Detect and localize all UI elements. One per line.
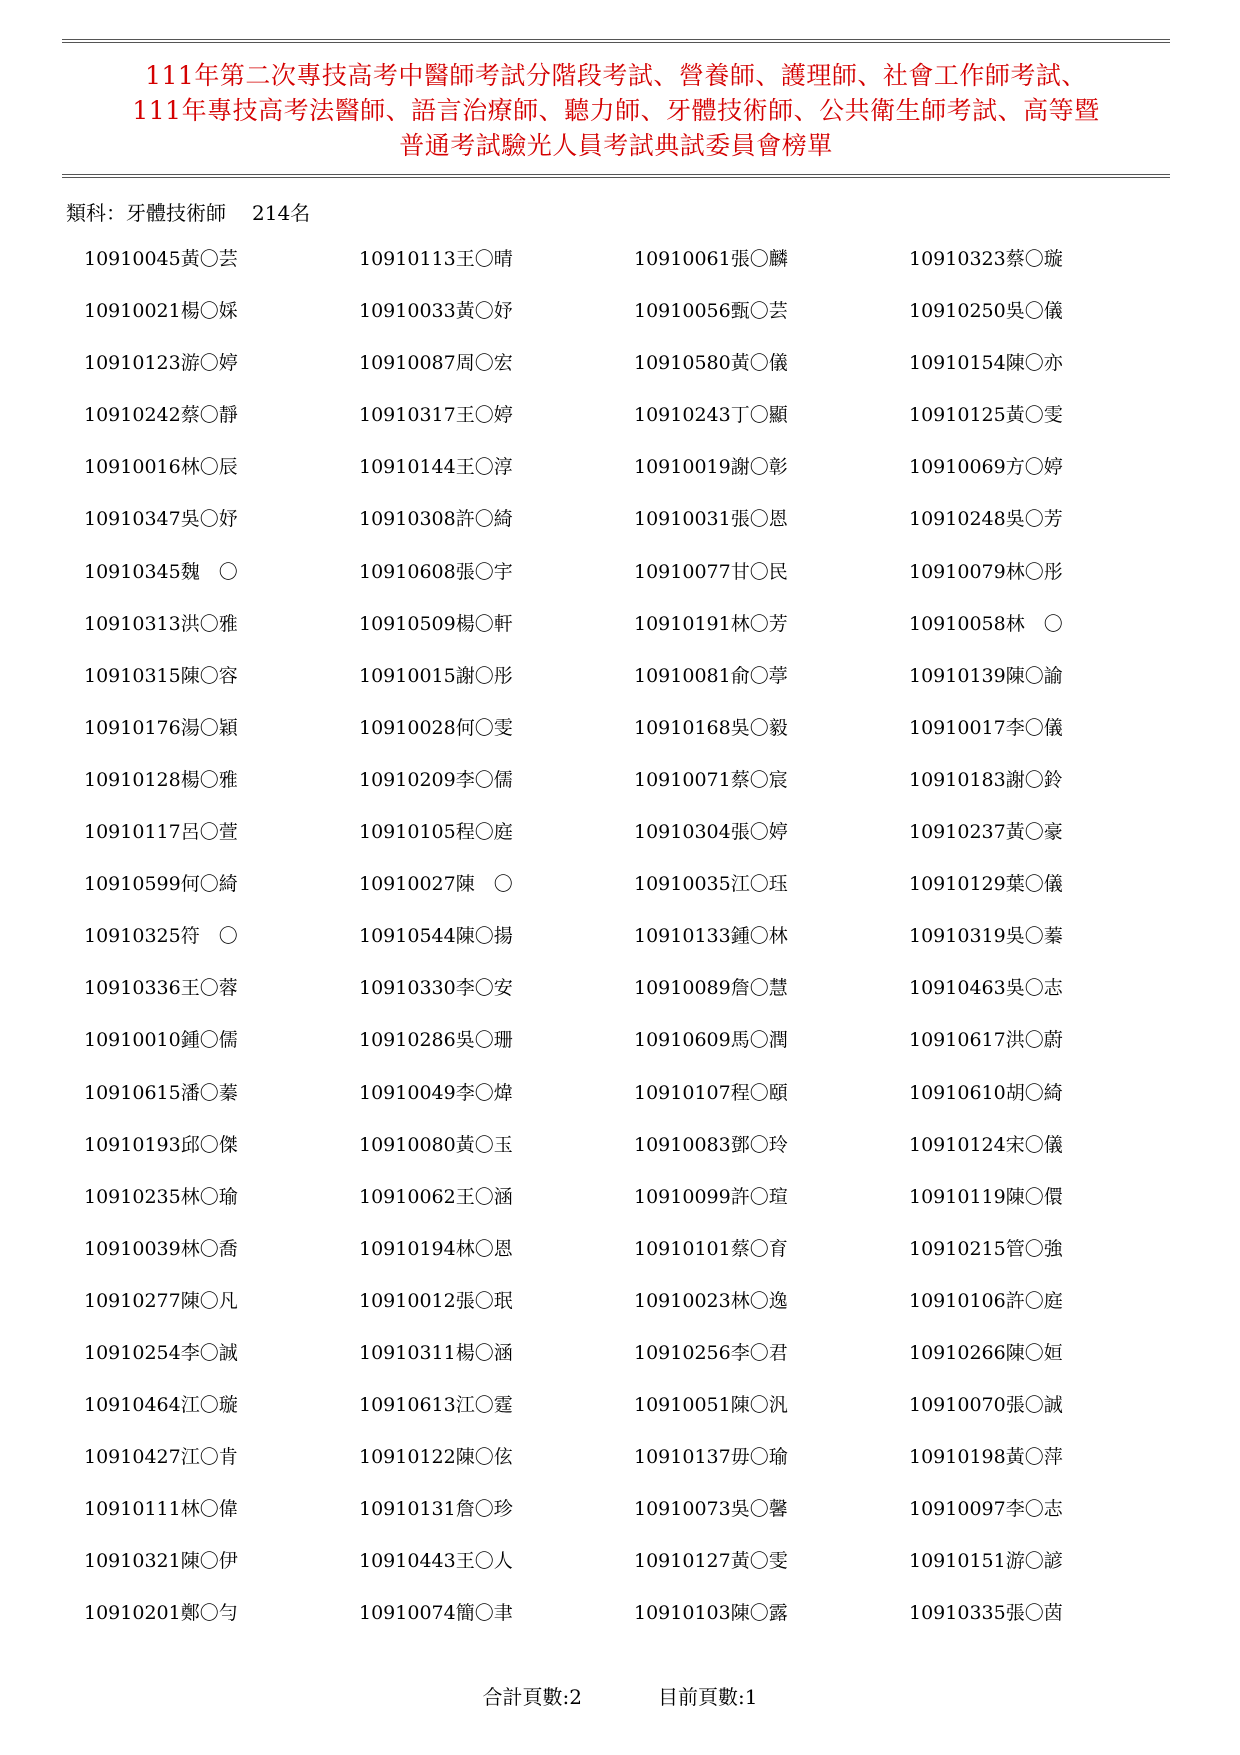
candidate-row <box>84 1027 1184 1079</box>
candidate-entry: 10910058林 〇 <box>909 612 1063 635</box>
candidate-entry: 10910089詹〇慧 <box>634 977 788 1000</box>
candidate-entry: 10910308許〇綺 <box>359 508 513 531</box>
candidate-entry: 10910335張〇茵 <box>909 1602 1063 1625</box>
candidate-row <box>84 1184 1184 1236</box>
candidate-row <box>84 611 1184 663</box>
candidate-entry: 10910019謝〇彰 <box>634 456 788 479</box>
candidate-entry: 10910325符 〇 <box>84 925 238 948</box>
candidate-row <box>84 1080 1184 1132</box>
candidate-entry: 10910463吳〇志 <box>909 977 1063 1000</box>
candidate-entry: 10910122陳〇伭 <box>359 1446 513 1469</box>
candidate-row <box>84 819 1184 871</box>
candidate-row <box>84 1600 1184 1652</box>
candidate-entry: 10910012張〇珉 <box>359 1289 513 1312</box>
candidate-row <box>84 1132 1184 1184</box>
candidate-row <box>84 298 1184 350</box>
candidate-entry: 10910209李〇儒 <box>359 768 513 791</box>
candidate-entry: 10910198黃〇萍 <box>909 1446 1063 1469</box>
candidate-row <box>84 1496 1184 1548</box>
candidate-entry: 10910097李〇志 <box>909 1498 1063 1521</box>
candidate-entry: 10910336王〇蓉 <box>84 977 238 1000</box>
candidate-row <box>84 350 1184 402</box>
candidate-entry: 10910201鄭〇勻 <box>84 1602 238 1625</box>
candidate-entry: 10910035江〇珏 <box>634 873 788 896</box>
candidate-entry: 10910330李〇安 <box>359 977 513 1000</box>
candidate-entry: 10910427江〇肯 <box>84 1446 238 1469</box>
category-line <box>66 197 336 226</box>
candidate-entry: 10910256李〇君 <box>634 1341 788 1364</box>
candidate-entry: 10910613江〇霆 <box>359 1394 513 1417</box>
candidate-entry: 10910345魏 〇 <box>84 560 238 583</box>
candidate-entry: 10910250吳〇儀 <box>909 300 1063 323</box>
candidate-entry: 10910081俞〇葶 <box>634 664 788 687</box>
candidate-entry: 10910151游〇諺 <box>909 1550 1063 1573</box>
title-line-3: 普通考試驗光人員考試典試委員會榜單 <box>399 131 833 160</box>
candidate-row <box>84 506 1184 558</box>
candidate-entry: 10910077甘〇民 <box>634 560 788 583</box>
candidate-row <box>84 975 1184 1027</box>
candidate-entry: 10910124宋〇儀 <box>909 1133 1063 1156</box>
candidate-entry: 10910277陳〇凡 <box>84 1289 238 1312</box>
candidate-entry: 10910074簡〇聿 <box>359 1602 513 1625</box>
candidate-entry: 10910033黃〇妤 <box>359 300 513 323</box>
candidate-entry: 10910464江〇璇 <box>84 1394 238 1417</box>
candidate-entry: 10910099許〇瑄 <box>634 1185 788 1208</box>
candidate-entry: 10910111林〇偉 <box>84 1498 238 1521</box>
candidate-entry: 10910304張〇婷 <box>634 821 788 844</box>
candidate-entry: 10910103陳〇露 <box>634 1602 788 1625</box>
candidate-entry: 10910242蔡〇靜 <box>84 404 238 427</box>
candidate-entry: 10910113王〇晴 <box>359 248 513 270</box>
candidate-entry: 10910235林〇瑜 <box>84 1185 238 1208</box>
candidate-entry: 10910133鍾〇林 <box>634 925 788 948</box>
candidate-entry: 10910031張〇恩 <box>634 508 788 531</box>
candidate-entry: 10910131詹〇珍 <box>359 1498 513 1521</box>
candidate-entry: 10910023林〇逸 <box>634 1289 788 1312</box>
candidate-entry: 10910544陳〇揚 <box>359 925 513 948</box>
candidate-entry: 10910015謝〇彤 <box>359 664 513 687</box>
candidate-entry: 10910028何〇雯 <box>359 716 513 739</box>
candidate-entry: 10910313洪〇雅 <box>84 612 238 635</box>
candidate-row <box>84 715 1184 767</box>
candidate-entry: 10910010鍾〇儒 <box>84 1029 238 1052</box>
candidate-entry: 10910321陳〇伊 <box>84 1550 238 1573</box>
candidate-entry: 10910070張〇誠 <box>909 1394 1063 1417</box>
candidate-entry: 10910215管〇強 <box>909 1237 1063 1260</box>
candidate-entry: 10910087周〇宏 <box>359 352 513 375</box>
candidate-entry: 10910107程〇頤 <box>634 1081 788 1104</box>
candidate-entry: 10910080黃〇玉 <box>359 1133 513 1156</box>
candidate-entry: 10910139陳〇諭 <box>909 664 1063 687</box>
candidate-entry: 10910021楊〇婇 <box>84 300 238 323</box>
candidate-grid <box>84 246 1184 1653</box>
candidate-row <box>84 246 1184 298</box>
candidate-row <box>84 923 1184 975</box>
candidate-entry: 10910017李〇儀 <box>909 716 1063 739</box>
candidate-entry: 10910615潘〇蓁 <box>84 1081 238 1104</box>
candidate-row <box>84 559 1184 611</box>
candidate-entry: 10910191林〇芳 <box>634 612 788 635</box>
candidate-entry: 10910016林〇辰 <box>84 456 238 479</box>
candidate-row <box>84 1340 1184 1392</box>
bottom-rule <box>62 174 1170 178</box>
candidate-entry: 10910144王〇淳 <box>359 456 513 479</box>
candidate-row <box>84 1392 1184 1444</box>
candidate-entry: 10910045黃〇芸 <box>84 248 238 270</box>
candidate-entry: 10910127黃〇雯 <box>634 1550 788 1573</box>
candidate-entry: 10910266陳〇姮 <box>909 1341 1063 1364</box>
title-line-1: 111年第二次專技高考中醫師考試分階段考試、營養師、護理師、社會工作師考試、 <box>145 61 1087 90</box>
candidate-entry: 10910609馬〇潤 <box>634 1029 788 1052</box>
candidate-row <box>84 871 1184 923</box>
current-page: 目前頁數:1 <box>658 1685 758 1709</box>
candidate-entry: 10910061張〇麟 <box>634 248 788 270</box>
candidate-entry: 10910079林〇彤 <box>909 560 1063 583</box>
candidate-row <box>84 1444 1184 1496</box>
candidate-entry: 10910062王〇涵 <box>359 1185 513 1208</box>
candidate-entry: 10910183謝〇鈴 <box>909 768 1063 791</box>
title-line-2: 111年專技高考法醫師、語言治療師、聽力師、牙體技術師、公共衛生師考試、高等暨 <box>132 96 1100 125</box>
candidate-entry: 10910071蔡〇宸 <box>634 768 788 791</box>
candidate-entry: 10910610胡〇綺 <box>909 1081 1063 1104</box>
candidate-entry: 10910168吳〇毅 <box>634 716 788 739</box>
candidate-entry: 10910319吳〇蓁 <box>909 925 1063 948</box>
candidate-entry: 10910137毋〇瑜 <box>634 1446 788 1469</box>
candidate-row <box>84 1288 1184 1340</box>
candidate-entry: 10910286吳〇珊 <box>359 1029 513 1052</box>
candidate-entry: 10910117呂〇萱 <box>84 821 238 844</box>
candidate-entry: 10910105程〇庭 <box>359 821 513 844</box>
candidate-row <box>84 1548 1184 1600</box>
candidate-row <box>84 767 1184 819</box>
page-title <box>62 58 1170 163</box>
candidate-entry: 10910237黃〇豪 <box>909 821 1063 844</box>
candidate-row <box>84 1236 1184 1288</box>
candidate-entry: 10910123游〇婷 <box>84 352 238 375</box>
candidate-entry: 10910193邱〇傑 <box>84 1133 238 1156</box>
candidate-entry: 10910049李〇煒 <box>359 1081 513 1104</box>
candidate-entry: 10910608張〇宇 <box>359 560 513 583</box>
candidate-entry: 10910580黃〇儀 <box>634 352 788 375</box>
candidate-entry: 10910056甄〇芸 <box>634 300 788 323</box>
candidate-entry: 10910101蔡〇育 <box>634 1237 788 1260</box>
candidate-entry: 10910254李〇誠 <box>84 1341 238 1364</box>
candidate-entry: 10910194林〇恩 <box>359 1237 513 1260</box>
candidate-entry: 10910083鄧〇玲 <box>634 1133 788 1156</box>
candidate-entry: 10910443王〇人 <box>359 1550 513 1573</box>
category-count: 214名 <box>252 201 311 225</box>
candidate-entry: 10910039林〇喬 <box>84 1237 238 1260</box>
candidate-entry: 10910509楊〇軒 <box>359 612 513 635</box>
candidate-entry: 10910248吳〇芳 <box>909 508 1063 531</box>
candidate-entry: 10910315陳〇容 <box>84 664 238 687</box>
page-footer <box>0 1681 1240 1710</box>
candidate-entry: 10910129葉〇儀 <box>909 873 1063 896</box>
category-label: 類科：牙體技術師 <box>66 201 226 225</box>
candidate-entry: 10910323蔡〇璇 <box>909 248 1063 270</box>
total-pages: 合計頁數:2 <box>482 1685 582 1709</box>
candidate-row <box>84 454 1184 506</box>
candidate-row <box>84 663 1184 715</box>
candidate-entry: 10910317王〇婷 <box>359 404 513 427</box>
candidate-entry: 10910125黃〇雯 <box>909 404 1063 427</box>
candidate-entry: 10910311楊〇涵 <box>359 1341 513 1364</box>
candidate-row <box>84 402 1184 454</box>
candidate-entry: 10910027陳 〇 <box>359 873 513 896</box>
candidate-entry: 10910154陳〇亦 <box>909 352 1063 375</box>
top-rule <box>62 39 1170 43</box>
candidate-entry: 10910128楊〇雅 <box>84 768 238 791</box>
candidate-entry: 10910073吳〇馨 <box>634 1498 788 1521</box>
candidate-entry: 10910347吳〇妤 <box>84 508 238 531</box>
candidate-entry: 10910243丁〇顯 <box>634 404 788 427</box>
candidate-entry: 10910069方〇婷 <box>909 456 1063 479</box>
candidate-entry: 10910106許〇庭 <box>909 1289 1063 1312</box>
candidate-entry: 10910599何〇綺 <box>84 873 238 896</box>
candidate-entry: 10910051陳〇汎 <box>634 1394 788 1417</box>
candidate-entry: 10910617洪〇蔚 <box>909 1029 1063 1052</box>
candidate-entry: 10910119陳〇儇 <box>909 1185 1063 1208</box>
candidate-entry: 10910176湯〇穎 <box>84 716 238 739</box>
